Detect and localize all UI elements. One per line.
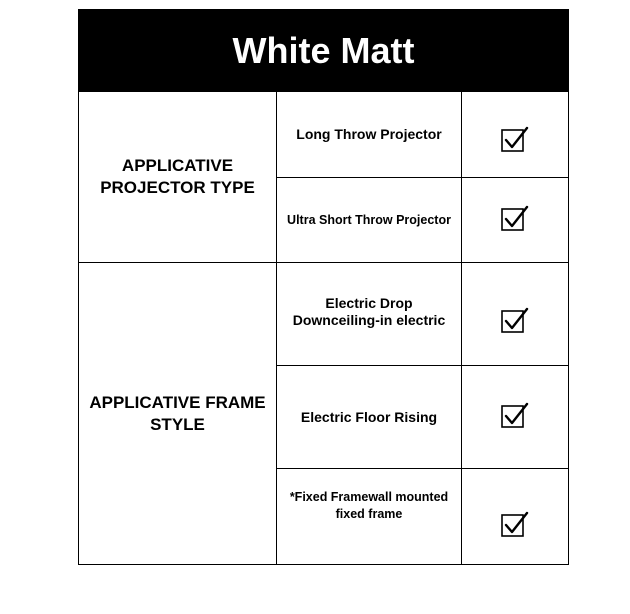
option-floor-rising (277, 366, 462, 469)
option-label-line1: *Fixed Framewall mounted (289, 490, 449, 504)
check-cell (462, 366, 569, 469)
table-row (79, 263, 569, 366)
category-frame-style: APPLICATIVE FRAME STYLE (79, 263, 277, 565)
checkbox-checked-icon (501, 126, 529, 152)
option-label: Electric Floor Rising (300, 408, 438, 425)
checkbox-checked-icon (501, 307, 529, 333)
category-projector-type: APPLICATIVE PROJECTOR TYPE (79, 92, 277, 263)
title-row (79, 10, 569, 92)
option-label: Ultra Short Throw Projector (287, 212, 451, 227)
checkbox-checked-icon (501, 511, 529, 537)
check-cell (462, 92, 569, 178)
option-label-line2: Downceiling-in electric (292, 312, 446, 328)
check-cell (462, 469, 569, 565)
spec-table (78, 9, 569, 565)
option-fixed-frame (277, 469, 462, 565)
checkbox-checked-icon (501, 402, 529, 428)
checkbox-checked-icon (501, 205, 529, 231)
option-label: Long Throw Projector (296, 126, 442, 142)
table-row (79, 92, 569, 178)
option-long-throw (277, 92, 462, 178)
check-cell (462, 178, 569, 263)
option-ultra-short-throw (277, 178, 462, 263)
option-electric-drop (277, 263, 462, 366)
option-label-line2: fixed frame (335, 507, 403, 521)
table-title: White Matt (79, 10, 569, 92)
option-label-line1: Electric Drop (325, 295, 413, 311)
check-cell (462, 263, 569, 366)
